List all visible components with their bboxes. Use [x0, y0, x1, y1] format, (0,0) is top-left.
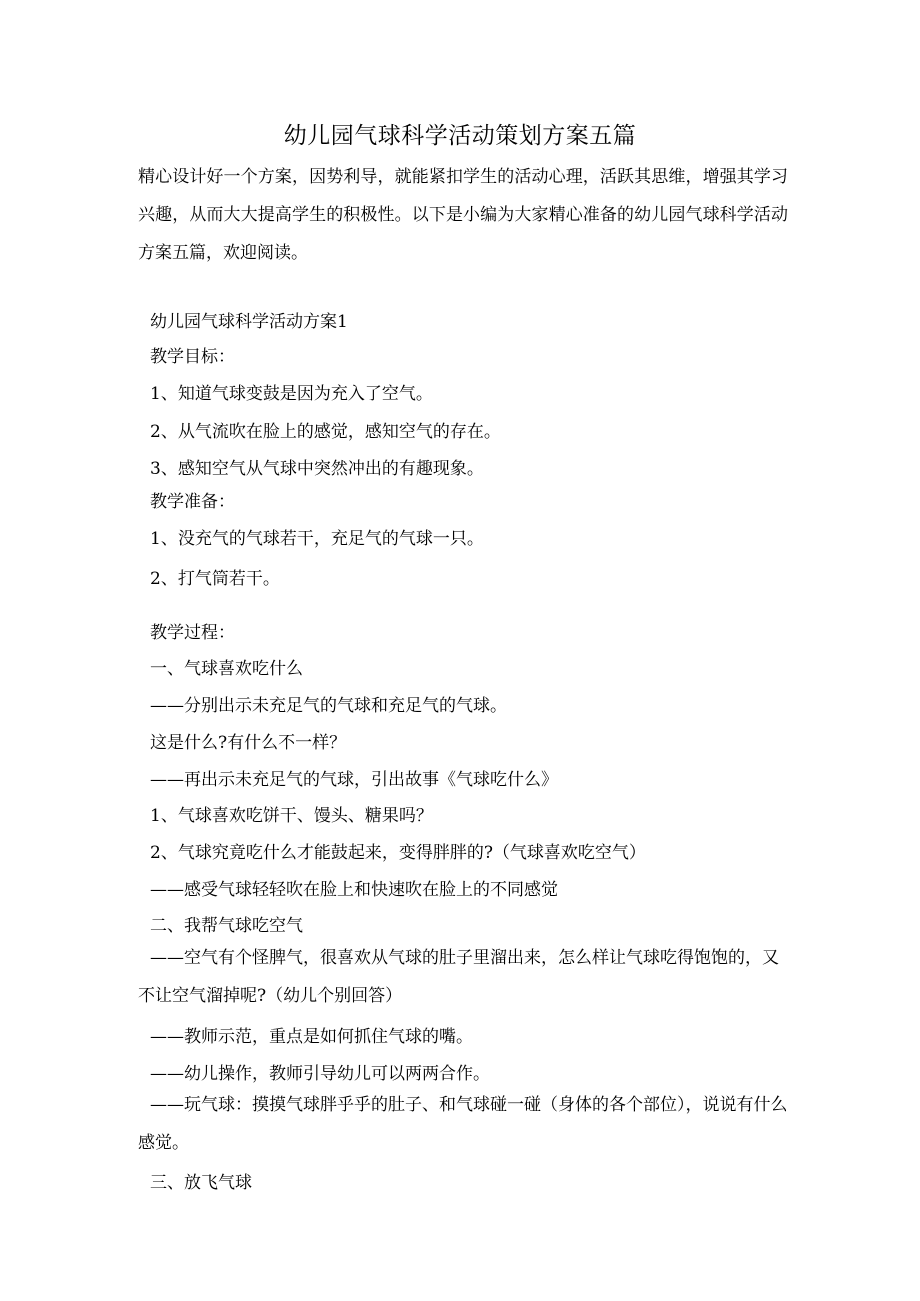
process-item: ——幼儿操作，教师引导幼儿可以两两合作。 [150, 1064, 490, 1084]
section-heading: 幼儿园气球科学活动方案1 [150, 312, 348, 332]
process-item: ——感受气球轻轻吹在脸上和快速吹在脸上的不同感觉 [150, 880, 558, 900]
process-item: ——分别出示未充足气的气球和充足气的气球。 [150, 696, 507, 716]
prep-item: 2、打气筒若干。 [150, 569, 280, 589]
process-item: 1、气球喜欢吃饼干、馒头、糖果吗？ [150, 806, 433, 826]
prep-label: 教学准备： [150, 492, 235, 512]
intro-paragraph: 精心设计好一个方案，因势利导，就能紧扣学生的活动心理，活跃其思维，增强其学习兴趣，从而大大提高学生的积极性。以下是小编为大家精心准备的幼儿园气球科学活动方案五篇，欢迎阅读。 [138, 167, 788, 263]
process-item: 这是什么?有什么不一样？ [150, 733, 347, 753]
process-item: ——教师示范，重点是如何抓住气球的嘴。 [150, 1027, 473, 1047]
process-paragraph [138, 939, 788, 1015]
process-item: 一、气球喜欢吃什么 [150, 659, 303, 679]
process-paragraph-text: ——空气有个怪脾气，很喜欢从气球的肚子里溜出来，怎么样让气球吃得饱饱的，又不让空气溜掉呢?（幼儿个别回答） [138, 948, 779, 1006]
process-item: 二、我帮气球吃空气 [150, 916, 303, 936]
prep-item: 1、没充气的气球若干，充足气的气球一只。 [150, 529, 484, 549]
goals-label: 教学目标： [150, 347, 235, 367]
process-paragraph [138, 1086, 788, 1162]
process-item: 2、气球究竟吃什么才能鼓起来，变得胖胖的?（气球喜欢吃空气） [150, 843, 646, 863]
process-paragraph-text: ——玩气球：摸摸气球胖乎乎的肚子、和气球碰一碰（身体的各个部位），说说有什么感觉。 [138, 1095, 788, 1153]
document-title: 幼儿园气球科学活动策划方案五篇 [283, 123, 637, 149]
process-item: ——再出示未充足气的气球，引出故事《气球吃什么》 [150, 770, 558, 790]
process-label: 教学过程： [150, 623, 235, 643]
goal-item: 3、感知空气从气球中突然冲出的有趣现象。 [150, 459, 484, 479]
process-item: 三、放飞气球 [150, 1173, 252, 1193]
goal-item: 1、知道气球变鼓是因为充入了空气。 [150, 384, 433, 404]
goal-item: 2、从气流吹在脸上的感觉，感知空气的存在。 [150, 422, 501, 442]
